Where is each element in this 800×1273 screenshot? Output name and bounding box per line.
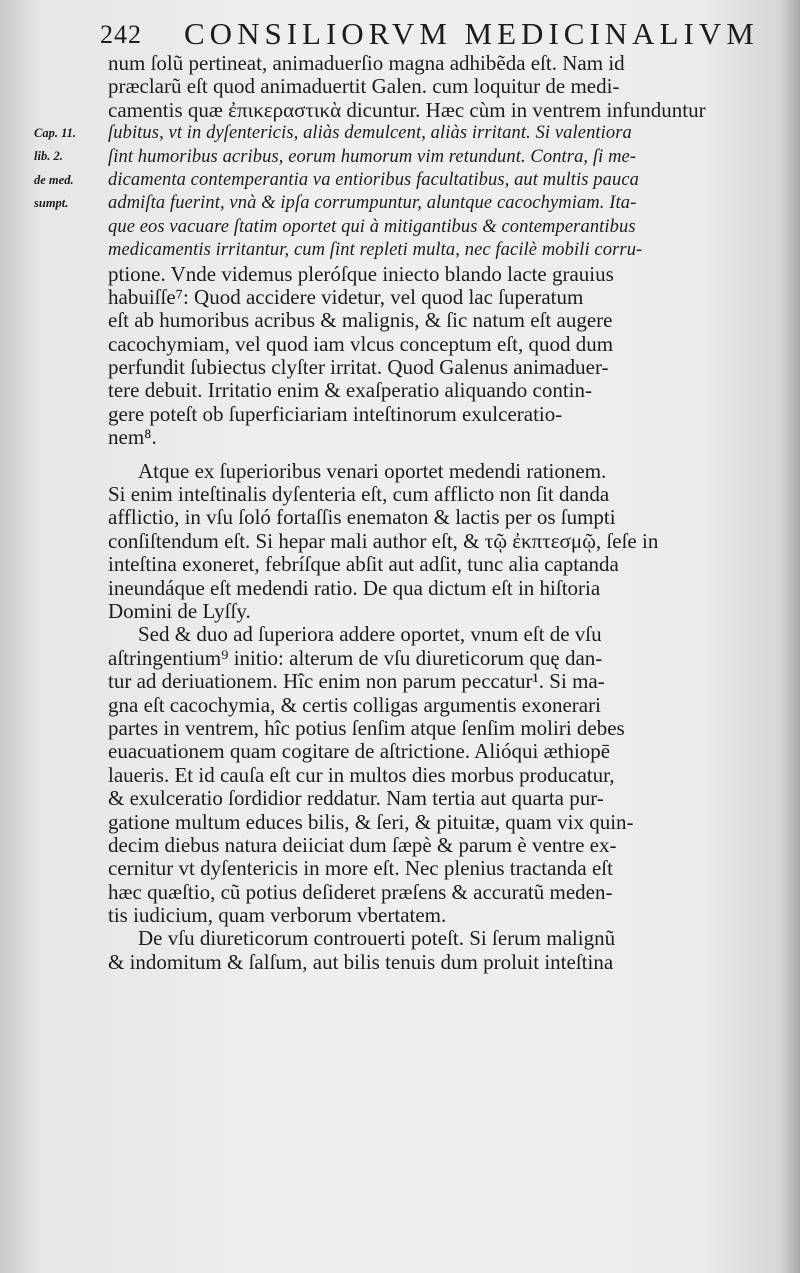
- text-line: ſubitus, vt in dyſentericis, aliàs demulcent, aliàs irritant. Si valentiora: [108, 123, 632, 144]
- text-line: ſint humoribus acribus, eorum humorum vim retundunt. Contra, ſi me-: [108, 146, 637, 167]
- text-line: gere poteſt ob ſuperficiariam inteſtinorum exulceratio-: [108, 402, 563, 426]
- text-line: inteſtina exoneret, febríſque abſit aut adſit, tunc alia captanda: [108, 553, 619, 577]
- text-line: cacochymiam, vel quod iam vlcus conceptum eſt, quod dum: [108, 332, 614, 356]
- text-line: aſtringentium⁹ initio: alterum de vſu diureticorum quę dan-: [108, 646, 603, 670]
- text-line: num ſolũ pertineat, animaduerſio magna adhibẽda eſt. Nam id: [108, 52, 625, 75]
- text-line: ineundáque eſt medendi ratio. De qua dictum eſt in hiſtoria: [108, 576, 601, 600]
- margin-note-line: lib. 2.: [34, 149, 63, 164]
- text-line: nem⁸.: [108, 426, 157, 450]
- text-line: dicamenta contemperantia va entioribus facultatibus, aut multis pauca: [108, 169, 640, 190]
- text-line: cernitur vt dyſentericis in more eſt. Nec plenius tractanda eſt: [108, 857, 613, 881]
- running-title: CONSILIORVM MEDICINALIVM: [184, 16, 759, 51]
- text-line: Sed & duo ad ſuperiora addere oportet, vnum eſt de vſu: [138, 623, 602, 647]
- text-line: præclarũ eſt quod animaduertit Galen. cum loquitur de medi-: [108, 75, 620, 99]
- text-line: laueris. Et id cauſa eſt cur in multos dies morbus producatur,: [108, 763, 615, 787]
- text-line: habuiſſe⁷: Quod accidere videtur, vel quod lac ſuperatum: [108, 285, 584, 309]
- text-line: hæc quæſtio, cũ potius deſideret præſens & accuratũ meden-: [108, 880, 613, 904]
- text-line: decim diebus natura deiiciat dum ſæpè & parum è ventre ex-: [108, 833, 617, 857]
- margin-note: [34, 124, 100, 218]
- margin-note-line: Cap. 11.: [34, 126, 77, 140]
- margin-note-line: sumpt.: [34, 196, 69, 211]
- text-line: camentis quæ ἐπικεραστικὰ dicuntur. Hæc cùm in ventrem infunduntur: [108, 98, 706, 122]
- text-line: conſiſtendum eſt. Si hepar mali author eſt, & τῷ ἐκπτεσμῷ, ſeſe in: [108, 529, 659, 553]
- text-line: gatione multum educes bilis, & ſeri, & pituitæ, quam vix quin-: [108, 810, 634, 834]
- text-line: eſt ab humoribus acribus & malignis, & ſic natum eſt augere: [108, 309, 613, 333]
- text-line: gna eſt cacochymia, & certis colligas argumentis exonerari: [108, 693, 601, 717]
- body-text: [108, 52, 768, 974]
- text-line: medicamentis irritantur, cum ſint repleti multa, nec facilè mobili corru-: [108, 240, 643, 261]
- text-line: ptione. Vnde videmus pleróſque iniecto blando lacte grauius: [108, 262, 614, 286]
- text-line: tere debuit. Irritatio enim & exaſperatio aliquando contin-: [108, 379, 592, 403]
- text-line: admiſta fuerint, vnà & ipſa corrumpuntur, aluntque cacochymiam. Ita-: [108, 193, 637, 214]
- text-line: que eos vacuare ſtatim oportet qui à mitigantibus & contemperantibus: [108, 216, 636, 237]
- text-line: Atque ex ſuperioribus venari oportet medendi rationem.: [138, 459, 607, 483]
- text-line: tis iudicium, quam verborum vbertatem.: [108, 904, 447, 928]
- margin-note-line: de med.: [34, 172, 74, 187]
- text-line: partes in ventrem, hîc potius ſenſim atque ſenſim moliri debes: [108, 716, 625, 740]
- text-line: perfundit ſubiectus clyſter irritat. Quod Galenus animaduer-: [108, 356, 609, 380]
- page-header: [100, 14, 760, 54]
- text-line: euacuationem quam cogitare de aſtrictione. Alióqui æthiopē: [108, 740, 611, 764]
- text-line: & exulceratio ſordidior reddatur. Nam tertia aut quarta pur-: [108, 787, 604, 811]
- text-line: Domini de Lyſſy.: [108, 599, 251, 623]
- text-line: De vſu diureticorum controuerti poteſt. Si ſerum malignũ: [138, 927, 616, 951]
- page-number: 242: [100, 20, 142, 49]
- text-line: & indomitum & ſalſum, aut bilis tenuis dum proluit inteſtina: [108, 950, 614, 974]
- text-line: tur ad deriuationem. Hîc enim non parum peccatur¹. Si ma-: [108, 670, 605, 694]
- text-line: Si enim inteſtinalis dyſenteria eſt, cum afflicto non ſit danda: [108, 483, 610, 507]
- text-line: afflictio, in vſu ſoló fortaſſis enematon & lactis per os ſumpti: [108, 506, 616, 530]
